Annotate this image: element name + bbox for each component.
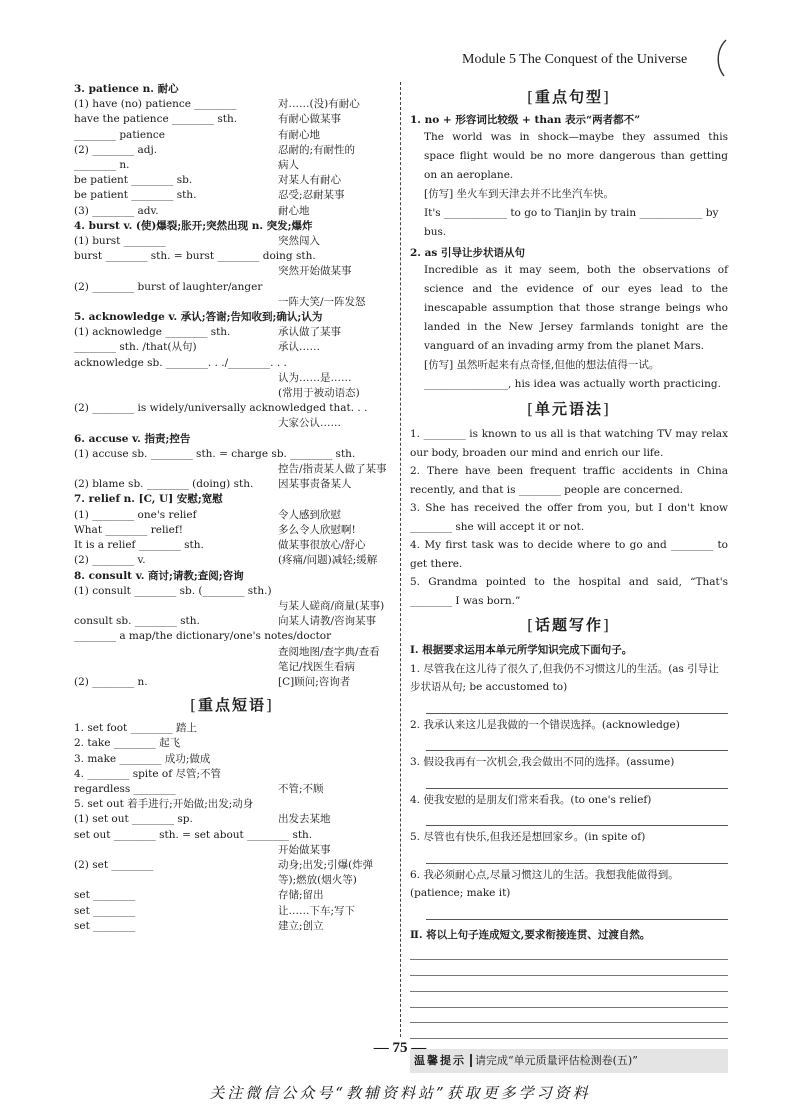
entry-accuse-head: 6. accuse v. 指责;控告 [74, 432, 191, 445]
answer-line-6[interactable] [426, 903, 728, 920]
entry-row-chinese [287, 356, 390, 371]
entry-row [74, 858, 390, 873]
entry-row [74, 143, 390, 158]
grammar-item-2: 2. There have been frequent traffic accidents in China recently, and that is ________ people are concerned. [410, 465, 728, 496]
essay-line-4[interactable] [410, 992, 728, 1008]
pattern-1-example: The world was in shock—maybe they assumed this space flight would be no more dangerous than getting on an aeroplane. [424, 131, 728, 182]
footer-note: 关注微信公众号“教辅资料站”获取更多学习资料 [209, 1084, 591, 1102]
entry-row-english: It is a relief ________ sth. [74, 539, 204, 552]
entry-row-english: (1) burst ________ [74, 235, 166, 248]
section-title-writing: [话题写作] [527, 616, 611, 635]
entry-row [74, 904, 390, 919]
entry-row-chinese: 多么令人欣慰啊! [278, 523, 356, 536]
entry-row-english [74, 371, 278, 386]
writing-part1-intro: Ⅰ. 根据要求运用本单元所学知识完成下面句子。 [410, 644, 633, 657]
entry-acknowledge-head: 5. acknowledge v. 承认;答谢;告知收到;确认;认为 [74, 311, 323, 324]
entry-row-chinese [355, 447, 390, 462]
entry-row-chinese: 一阵大笑/一阵发怒 [278, 295, 366, 308]
entry-row [74, 721, 390, 736]
entry-row [74, 340, 390, 355]
entry-consult-head: 8. consult v. 商讨;请教;查阅;咨询 [74, 569, 244, 582]
entry-row [74, 645, 390, 675]
entry-row-chinese: 忍受;忍耐某事 [278, 189, 345, 202]
entry-row-english: (1) ________ one's relief [74, 508, 197, 521]
entry-burst-head: 4. burst v. (使)爆裂;胀开;突然出现 n. 突发;爆炸 [74, 219, 313, 232]
entry-row-english: What ________ relief! [74, 523, 183, 536]
entry-row [74, 112, 390, 127]
entry-row-chinese: 动身;出发;引爆(炸弹 [278, 858, 374, 871]
phrases-rows [74, 721, 390, 934]
left-column [74, 82, 390, 934]
entry-row [74, 919, 390, 934]
entry-row-english: 3. make ________ 成功;做成 [74, 752, 211, 765]
entry-row [74, 173, 390, 188]
answer-line-2[interactable] [426, 734, 728, 751]
entry-row-english: 1. set foot ________ 踏上 [74, 722, 197, 735]
answer-line-1[interactable] [426, 697, 728, 714]
entry-row-chinese [210, 752, 390, 767]
entry-row-english: (2) ________ burst of laughter/anger [74, 280, 263, 293]
writing-item-5: 5. 尽管也有快乐,但我还是想回家乡。(in spite of) [410, 831, 646, 844]
essay-line-6[interactable] [410, 1023, 728, 1039]
pattern-1-head: 1. no + 形容词比较级 + than 表示“两者都不” [410, 114, 641, 126]
entry-burst-rows [74, 234, 390, 310]
entry-row [74, 295, 390, 310]
entry-row [74, 873, 390, 888]
entry-row [74, 97, 390, 112]
entry-row-chinese: 认为……是…… [278, 371, 352, 384]
entry-row-english: consult sb. ________ sth. [74, 615, 200, 628]
entry-row-english [74, 264, 278, 279]
writing-item-6: 6. 我必须耐心点,尽量习惯这儿的生活。我想我能做得到。(patience; make it) [410, 868, 679, 900]
entry-row [74, 767, 390, 782]
grammar-item-5: 5. Grandma pointed to the hospital and said, “That's ________ I was born.” [410, 576, 728, 607]
entry-row-english: acknowledge sb. ________. . ./________. . . [74, 356, 287, 369]
essay-line-2[interactable] [410, 960, 728, 976]
pattern-1-blank-sentence: It's ____________ to go to Tianjin by train ____________ by bus. [424, 207, 719, 239]
entry-row-english: be patient ________ sb. [74, 174, 193, 187]
entry-row [74, 888, 390, 903]
entry-row-english: ________ patience [74, 128, 165, 141]
entry-row-chinese: 病人 [278, 159, 299, 172]
entry-row [74, 797, 390, 812]
entry-row-chinese [312, 828, 390, 843]
answer-line-4[interactable] [426, 809, 728, 826]
entry-row-chinese [180, 736, 390, 751]
entry-row [74, 204, 390, 219]
entry-row-chinese: 出发去某地 [278, 813, 331, 826]
entry-row-chinese: 对某人有耐心 [278, 174, 341, 187]
entry-patience-rows [74, 97, 390, 219]
entry-row [74, 812, 390, 827]
section-title-patterns: [重点句型] [527, 88, 611, 106]
phrases-title-text: 重点短语 [197, 696, 266, 715]
entry-row-english [74, 462, 278, 477]
entry-row-chinese [197, 721, 390, 736]
entry-row-chinese: 令人感到欣慰 [278, 508, 341, 521]
entry-row-english: ________ sth. /that(从句) [74, 341, 197, 354]
entry-row [74, 553, 390, 568]
entry-row-english [74, 386, 278, 401]
writing-title-text: 话题写作 [534, 616, 603, 635]
entry-row [74, 462, 390, 477]
entry-row-chinese: 耐心地 [278, 204, 310, 217]
entry-row-english [74, 645, 278, 675]
entry-row-english: 5. set out 着手进行;开始做;出发;动身 [74, 798, 254, 811]
entry-row-english [74, 843, 278, 858]
answer-line-3[interactable] [426, 772, 728, 789]
entry-row [74, 416, 390, 431]
entry-row-english: (2) set ________ [74, 858, 154, 871]
entry-row-english: (1) have (no) patience ________ [74, 98, 237, 111]
entry-row-english: 4. ________ spite of 尽管;不管 [74, 767, 222, 780]
patterns-title-text: 重点句型 [534, 88, 603, 106]
grammar-item-3: 3. She has received the offer from you, but I don't know ________ she will accept it or not. [410, 502, 728, 533]
grammar-item-4: 4. My first task was to decide where to go and ________ to get there. [410, 539, 728, 570]
entry-row [74, 188, 390, 203]
module-header: Module 5 The Conquest of the Universe [462, 52, 688, 67]
entry-row-chinese [367, 401, 390, 416]
entry-row-chinese: 做某事很放心/舒心 [278, 539, 366, 552]
entry-row [74, 843, 390, 858]
entry-row [74, 523, 390, 538]
entry-row-english: set ________ [74, 889, 136, 902]
entry-row-chinese: 有耐心做某事 [278, 113, 341, 126]
page-number: — 75 — [373, 1040, 427, 1056]
entry-row [74, 752, 390, 767]
entry-accuse-rows [74, 447, 390, 493]
pattern-2-head: 2. as 引导让步状语从句 [410, 247, 525, 260]
entry-row-english: ________ a map/the dictionary/one's notes/doctor [74, 630, 332, 643]
entry-row-english: (1) accuse sb. ________ sth. = charge sb. ________ sth. [74, 447, 356, 460]
entry-row-chinese [262, 280, 390, 295]
tip-text: 请完成“单元质量评估检测卷(五)” [475, 1054, 638, 1068]
entry-row-chinese: 与某人磋商/商量(某事) [278, 599, 385, 612]
entry-row [74, 128, 390, 143]
entry-row [74, 234, 390, 249]
entry-row-english: (2) blame sb. ________ (doing) sth. [74, 478, 254, 491]
entry-row [74, 599, 390, 614]
right-column [410, 82, 728, 1073]
entry-row-chinese [331, 629, 390, 644]
entry-row [74, 325, 390, 340]
entry-row-chinese: 等);燃放(烟火等) [278, 874, 357, 887]
entry-row-chinese: 因某事责备某人 [278, 478, 352, 491]
entry-row-chinese: 让……下车;写下 [278, 904, 356, 917]
entry-row-english: have the patience ________ sth. [74, 113, 238, 126]
entry-row-chinese [253, 797, 390, 812]
tip-label: 温馨提示 [414, 1054, 472, 1067]
entry-row-chinese: 突然闯入 [278, 235, 320, 248]
entry-row [74, 828, 390, 843]
grammar-title-text: 单元语法 [534, 400, 603, 419]
entry-row-chinese: 忍耐的;有耐性的 [278, 143, 356, 156]
entry-row [74, 508, 390, 523]
pattern-1-imitation: [仿写] 坐火车到天津去并不比坐汽车快。 [424, 188, 615, 201]
entry-row-english [74, 873, 278, 888]
entry-consult-rows [74, 584, 390, 690]
entry-row-chinese [316, 249, 390, 264]
entry-row-english: (1) consult ________ sb. (________ sth.) [74, 584, 272, 597]
entry-row [74, 280, 390, 295]
entry-row-english: 2. take ________ 起飞 [74, 737, 181, 750]
entry-row-english: set ________ [74, 904, 136, 917]
writing-item-2: 2. 我承认来这儿是我做的一个错误选择。(acknowledge) [410, 718, 680, 731]
entry-row-english: (2) ________ is widely/universally acknowledged that. . . [74, 402, 368, 415]
entry-row [74, 675, 390, 690]
page-curl-decoration [712, 38, 732, 78]
entry-row-english: set out ________ sth. = set about ________ sth. [74, 828, 313, 841]
entry-row [74, 614, 390, 629]
entry-row-chinese [272, 584, 390, 599]
entry-row [74, 538, 390, 553]
entry-row-chinese: 突然开始做某事 [278, 265, 352, 278]
entry-row-chinese: 对……(没)有耐心 [278, 98, 360, 111]
entry-row-english: ________ n. [74, 159, 130, 172]
pattern-2-blank-sentence: ________________, his idea was actually worth practicing. [424, 378, 721, 391]
writing-part2-intro: Ⅱ. 将以上句子连成短文,要求衔接连贯、过渡自然。 [410, 928, 651, 941]
entry-row-chinese [221, 767, 390, 782]
entry-row [74, 158, 390, 173]
entry-row-chinese: 开始做某事 [278, 843, 331, 856]
entry-row [74, 629, 390, 644]
section-title-grammar: [单元语法] [527, 400, 611, 419]
entry-row-chinese: 承认做了某事 [278, 326, 341, 339]
entry-row [74, 401, 390, 416]
entry-row-english: burst ________ sth. = burst ________ doing sth. [74, 250, 316, 263]
entry-row-chinese: 建立;创立 [278, 919, 324, 932]
entry-row-chinese: 承认…… [278, 341, 320, 354]
entry-acknowledge-rows [74, 325, 390, 431]
entry-row-chinese: 查阅地图/查字典/查看笔记/找医生看病 [278, 645, 380, 673]
writing-item-4: 4. 使我安慰的是朋友们常来看我。(to one's relief) [410, 793, 652, 806]
writing-item-1: 1. 尽管我在这儿待了很久了,但我仍不习惯这儿的生活。(as 引导让步状语从句; be accustomed to) [410, 662, 719, 694]
entry-row-chinese: 有耐心地 [278, 128, 320, 141]
pattern-2-imitation: [仿写] 虽然听起来有点奇怪,但他的想法值得一试。 [424, 359, 660, 372]
entry-row [74, 477, 390, 492]
entry-row-english: (2) ________ v. [74, 554, 146, 567]
entry-row-chinese: 不管;不顾 [278, 782, 324, 795]
entry-row [74, 782, 390, 797]
entry-row-chinese: (疼痛/问题)减轻;缓解 [278, 554, 378, 567]
entry-row-english: (3) ________ adv. [74, 204, 159, 217]
entry-row-english: regardless ________ [74, 782, 176, 795]
entry-row [74, 584, 390, 599]
writing-item-3: 3. 假设我再有一次机会,我会做出不同的选择。(assume) [410, 756, 675, 769]
section-title-phrases: [重点短语] [190, 696, 274, 715]
entry-relief-head: 7. relief n. [C, U] 安慰;宽慰 [74, 493, 223, 506]
entry-row-english [74, 295, 278, 310]
entry-row-english: (2) ________ n. [74, 675, 148, 688]
entry-row-chinese: 向某人请教/咨询某事 [278, 615, 377, 628]
entry-row [74, 356, 390, 371]
essay-line-5[interactable] [410, 1008, 728, 1024]
entry-row [74, 736, 390, 751]
pattern-2-example: Incredible as it may seem, both the observations of science and the evidence of our eyes lead to the inescapable assumption that those strange beings who landed in the New Jersey farmlands tonight are the vanguard of an invading army from the planet Mars. [424, 264, 728, 353]
entry-row [74, 264, 390, 279]
grammar-item-1: 1. ________ is known to us all is that watching TV may relax our body, broaden our mind and enrich our life. [410, 428, 728, 459]
entry-patience-head: 3. patience n. 耐心 [74, 83, 179, 95]
entry-row-english: set ________ [74, 919, 136, 932]
entry-row-english: (2) ________ adj. [74, 143, 158, 156]
entry-row [74, 249, 390, 264]
entry-row-chinese: (常用于被动语态) [278, 387, 360, 400]
entry-row-english: be patient ________ sth. [74, 189, 197, 202]
entry-row [74, 447, 390, 462]
entry-relief-rows [74, 508, 390, 569]
entry-row [74, 371, 390, 386]
entry-row-english [74, 599, 278, 614]
entry-row-english: (1) set out ________ sp. [74, 813, 193, 826]
answer-line-5[interactable] [426, 847, 728, 864]
entry-row-chinese: 存储;留出 [278, 889, 324, 902]
entry-row-chinese: 控告/指责某人做了某事 [278, 463, 387, 476]
entry-row-chinese: [C]顾问;咨询者 [278, 675, 351, 688]
essay-line-1[interactable] [410, 944, 728, 960]
column-divider [400, 82, 401, 1037]
entry-row [74, 386, 390, 401]
entry-row-english [74, 416, 278, 431]
entry-row-chinese: 大家公认…… [278, 417, 341, 430]
entry-row-english: (1) acknowledge ________ sth. [74, 326, 231, 339]
essay-line-3[interactable] [410, 976, 728, 992]
